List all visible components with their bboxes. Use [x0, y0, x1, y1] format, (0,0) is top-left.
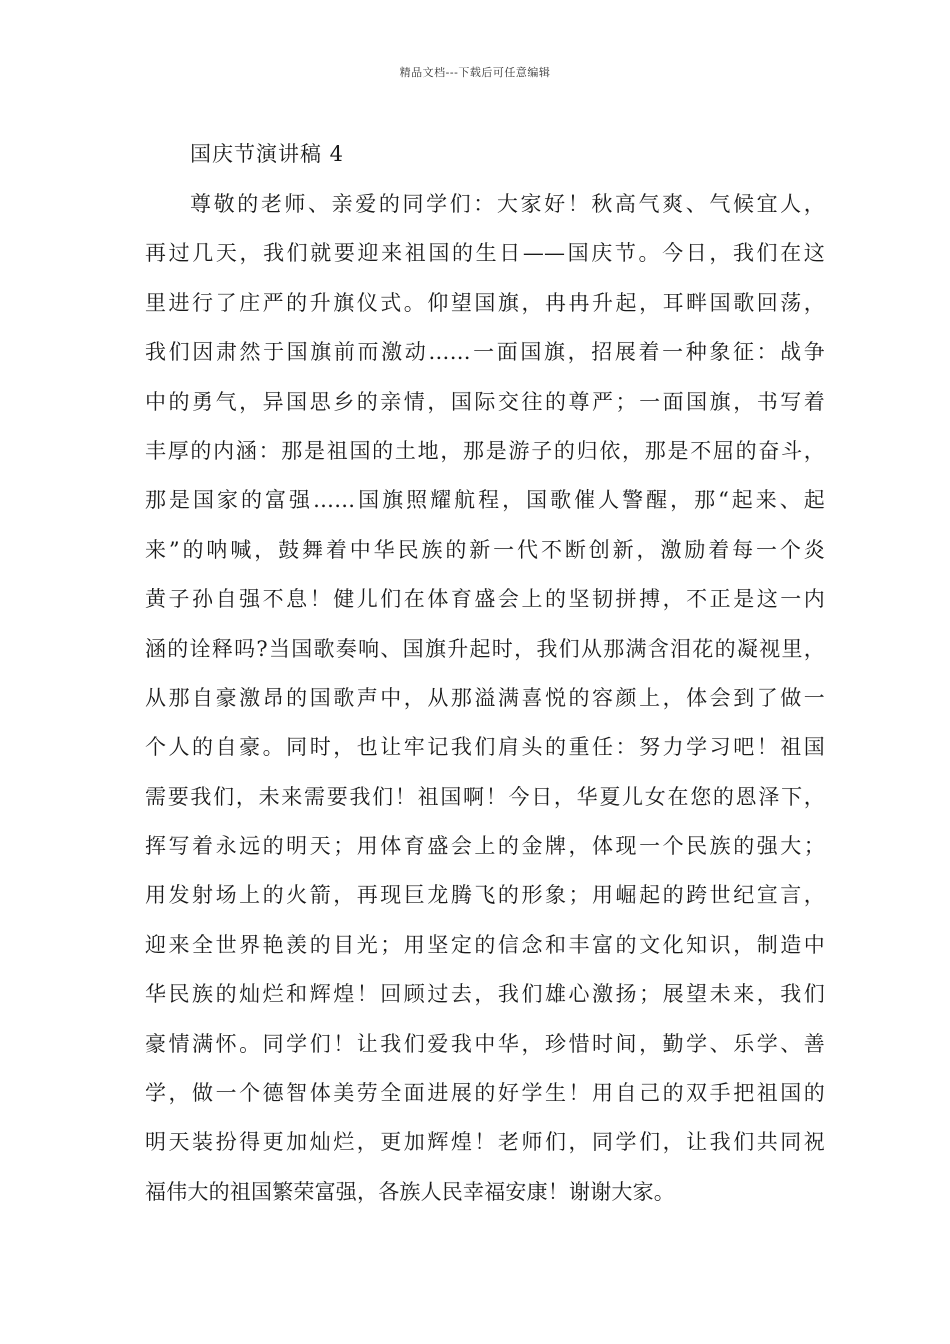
body-line: 再过几天，我们就要迎来祖国的生日——国庆节。今日，我们在这: [145, 241, 825, 266]
body-line: 华民族的灿烂和辉煌！回顾过去，我们雄心激扬；展望未来，我们: [145, 982, 825, 1007]
body-line: 个人的自豪。同时，也让牢记我们肩头的重任：努力学习吧！祖国: [145, 735, 825, 760]
body-line: 我们因肃然于国旗前而激动……一面国旗，招展着一种象征：战争: [145, 340, 825, 365]
body-line: 福伟大的祖国繁荣富强，各族人民幸福安康！谢谢大家。: [145, 1179, 675, 1204]
body-line: 挥写着永远的明天；用体育盛会上的金牌，体现一个民族的强大；: [145, 834, 825, 859]
document-title: 国庆节演讲稿 4: [190, 142, 345, 166]
body-line: 里进行了庄严的升旗仪式。仰望国旗，冉冉升起，耳畔国歌回荡，: [145, 290, 825, 315]
body-line: 学，做一个德智体美劳全面进展的好学生！用自己的双手把祖国的: [145, 1081, 825, 1106]
body-line: 尊敬的老师、亲爱的同学们：大家好！秋高气爽、气候宜人，: [190, 192, 825, 216]
body-line: 那是国家的富强……国旗照耀航程，国歌催人警醒，那“起来、起: [145, 488, 825, 513]
body-line: 迎来全世界艳羡的目光；用坚定的信念和丰富的文化知识，制造中: [145, 932, 825, 957]
body-line: 需要我们，未来需要我们！祖国啊！今日，华夏儿女在您的恩泽下，: [145, 784, 825, 809]
body-line: 中的勇气，异国思乡的亲情，国际交往的尊严；一面国旗，书写着: [145, 389, 825, 414]
body-line: 涵的诠释吗?当国歌奏响、国旗升起时，我们从那满含泪花的凝视里，: [145, 636, 825, 661]
body-line: 豪情满怀。同学们！让我们爱我中华，珍惜时间，勤学、乐学、善: [145, 1031, 825, 1056]
body-line: 丰厚的内涵：那是祖国的土地，那是游子的归依，那是不屈的奋斗，: [145, 438, 825, 463]
body-line: 黄子孙自强不息！健儿们在体育盛会上的坚韧拼搏，不正是这一内: [145, 587, 825, 612]
body-line: 用发射场上的火箭，再现巨龙腾飞的形象；用崛起的跨世纪宣言，: [145, 883, 825, 908]
body-line: 来”的呐喊，鼓舞着中华民族的新一代不断创新，激励着每一个炎: [145, 537, 825, 562]
body-line: 从那自豪激昂的国歌声中，从那溢满喜悦的容颜上，体会到了做一: [145, 685, 825, 710]
speech-body: [145, 180, 825, 1217]
body-line: 明天装扮得更加灿烂，更加辉煌！老师们，同学们，让我们共同祝: [145, 1130, 825, 1155]
page-header: 精品文档---下载后可任意编辑: [399, 66, 551, 79]
